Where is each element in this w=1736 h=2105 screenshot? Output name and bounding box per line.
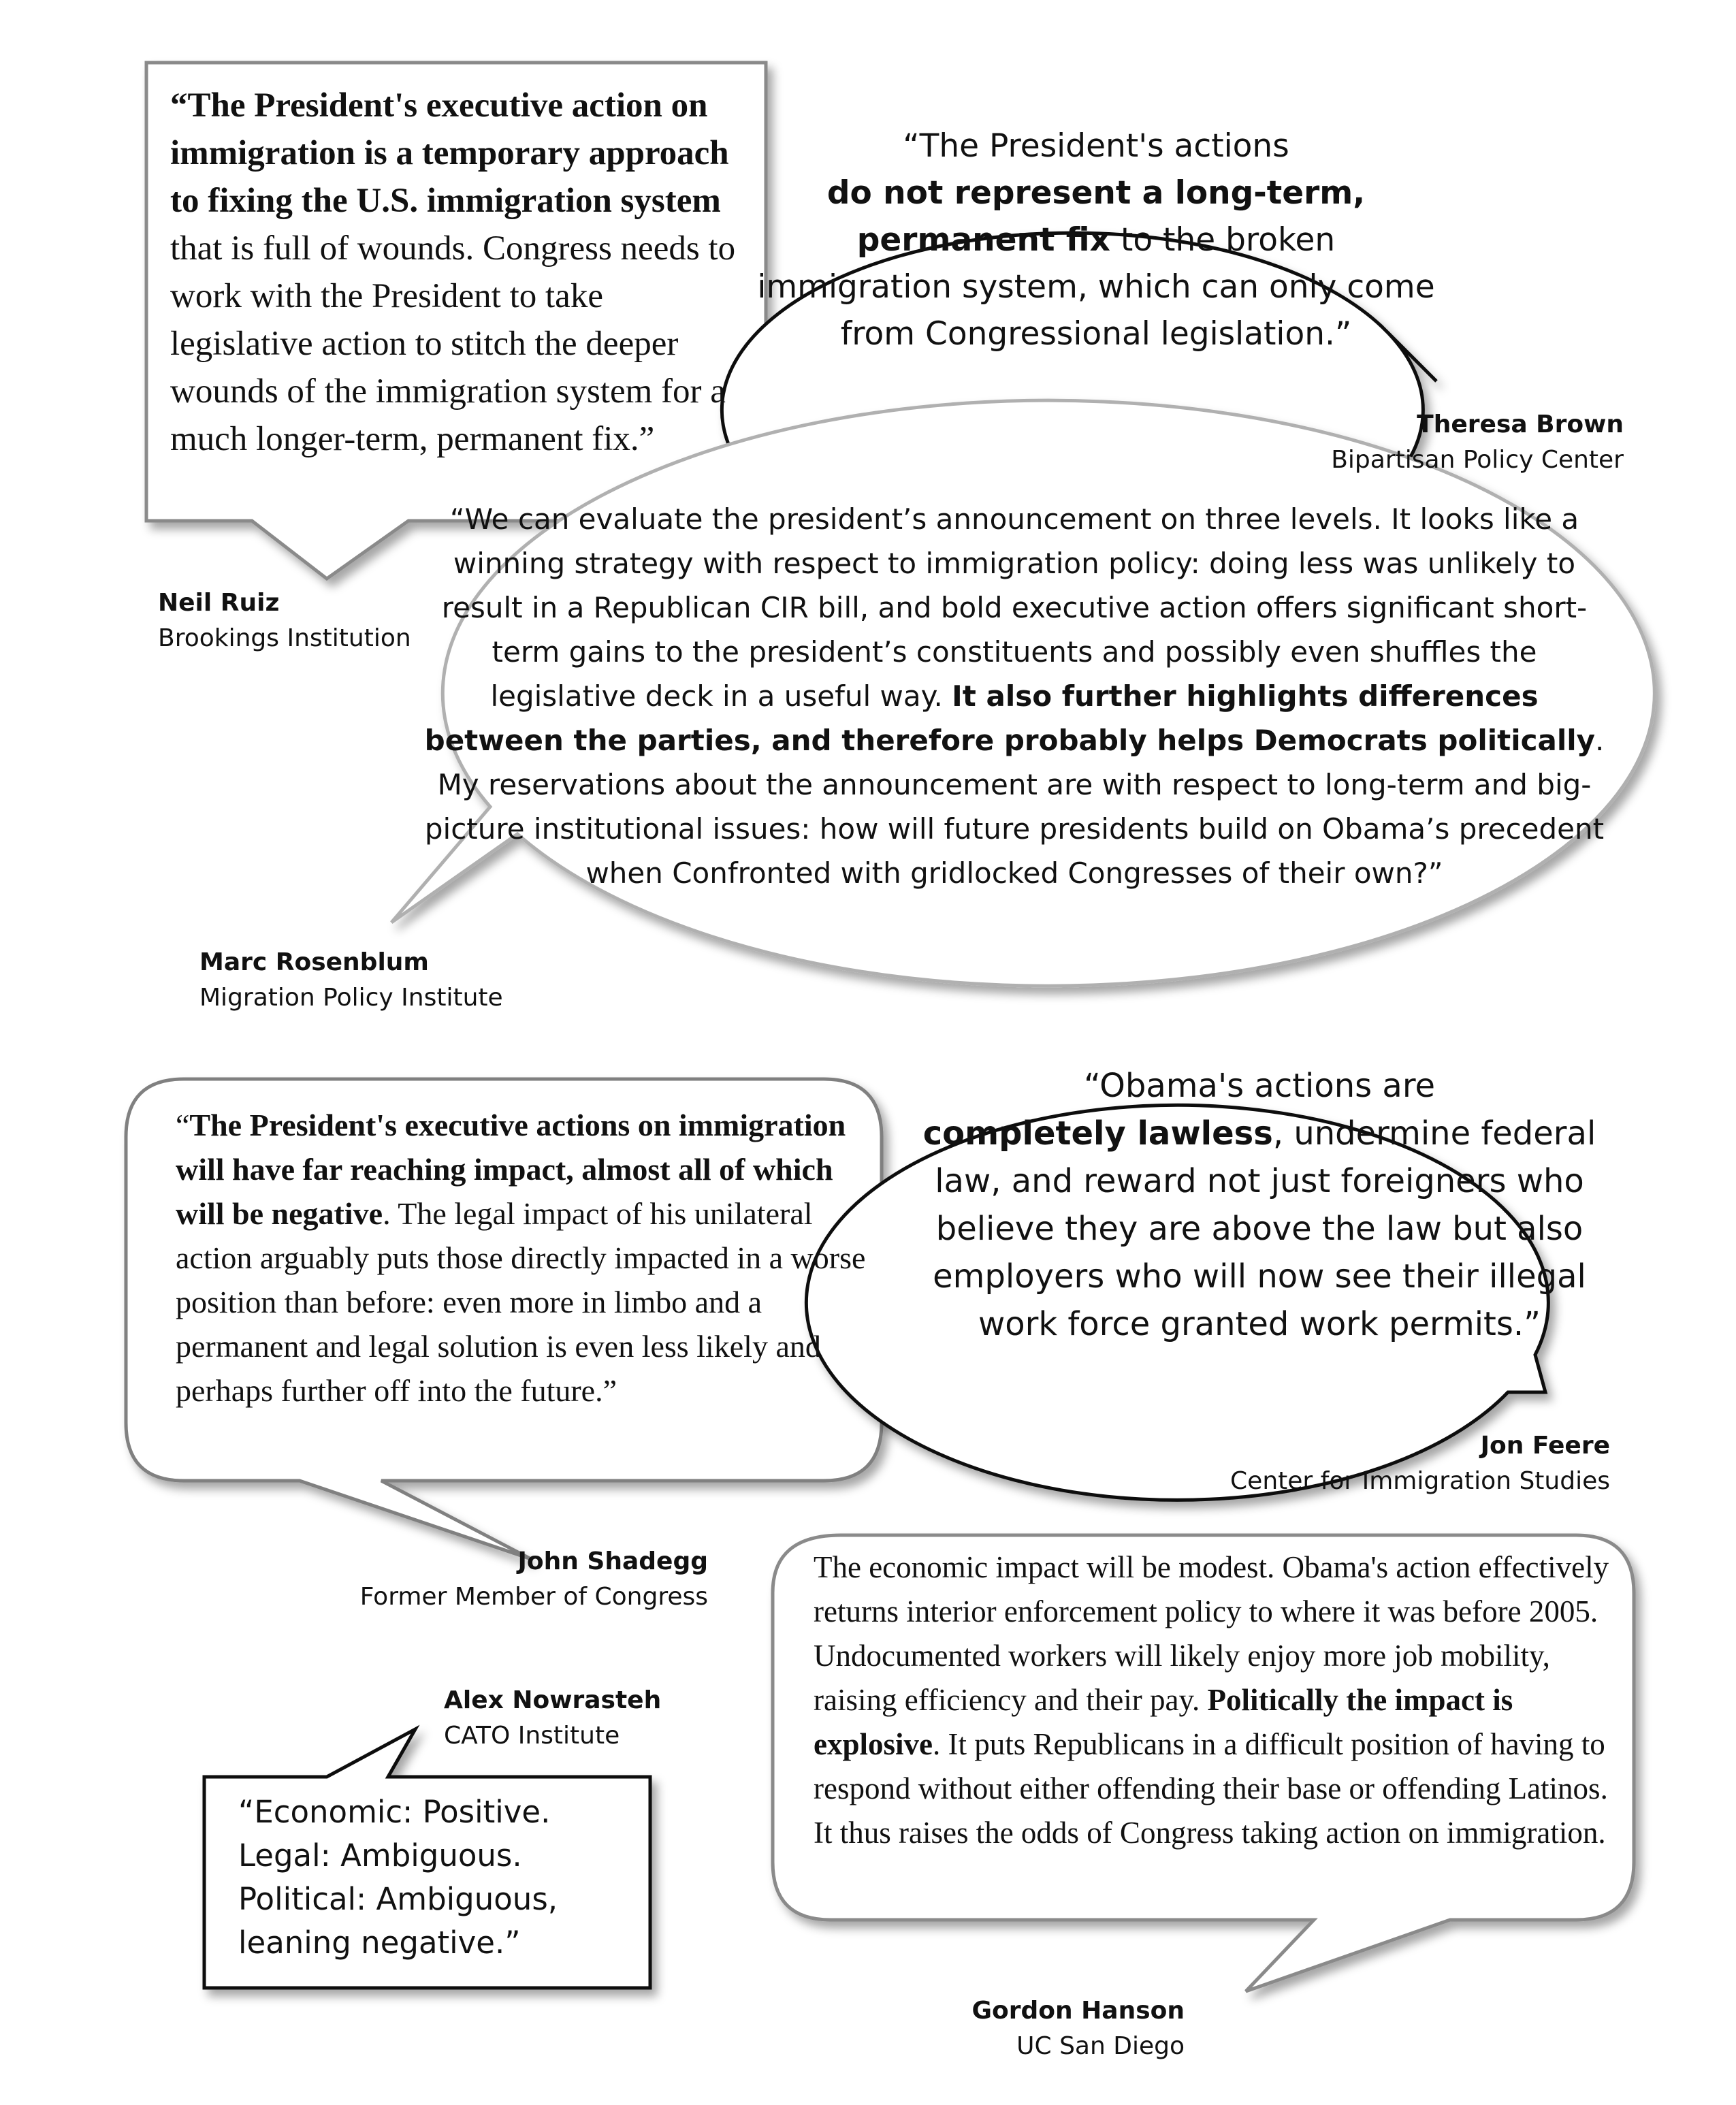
quote-brown-part3: to the broken immigration system, which can only come from Congressional legislation.” (757, 221, 1435, 353)
attribution-shadegg (340, 1544, 708, 1615)
quote-shadegg (176, 1103, 870, 1413)
author-name: Jon Feere (1480, 1432, 1610, 1460)
author-organization: Former Member of Congress (359, 1583, 708, 1611)
quote-nowrasteh: “Economic: Positive. Legal: Ambiguous. Political: Ambiguous, leaning negative.” (238, 1794, 558, 1961)
attribution-hanson (885, 1993, 1185, 2064)
author-name: Neil Ruiz (158, 589, 280, 617)
quote-ruiz-bold: “The President's executive action on immigration is a temporary approach to fixing the U.S. immigration system (170, 86, 729, 220)
quote-brown-bold: do not represent a long-term, permanent fix (826, 174, 1366, 259)
quote-feere (899, 1062, 1620, 1348)
attribution-ruiz (158, 585, 411, 656)
quote-rosenblum-bold: It also further highlights differences between the parties, and therefore probably helps Democrats politically (424, 679, 1595, 757)
author-name: Theresa Brown (1417, 411, 1624, 438)
quote-rosenblum (422, 497, 1607, 895)
quote-ruiz-rest: that is full of wounds. Congress needs to work with the President to take legislative action to stitch the deeper wounds of the immigration system for a much longer-term, permanent fix.” (170, 229, 736, 458)
quote-hanson-part1: The economic impact will be modest. Obama's action effectively returns interior enforcement policy to where it was before 2005. Undocumented workers will likely enjoy more job mobility, raising efficiency and their pay. (814, 1550, 1609, 1717)
attribution-rosenblum (199, 945, 503, 1016)
quote-feere-part3: , undermine federal law, and reward not just foreigners who believe they are above the law but also employers who will now see their illegal work force granted work permits.” (933, 1114, 1596, 1343)
quote-rosenblum-part3: . My reservations about the announcement are with respect to long-term and big-picture institutional issues: how will future presidents build on Obama’s precedent when Confronted with gridlocked Congresses of their own?” (424, 724, 1605, 890)
quote-hanson (814, 1545, 1610, 1855)
attribution-nowrasteh (444, 1683, 661, 1754)
quote-hanson-part3: . It puts Republicans in a difficult position of having to respond without either offending their base or offending Latinos. It thus raises the odds of Congress taking action on immigration. (814, 1727, 1608, 1850)
author-organization: CATO Institute (444, 1722, 620, 1750)
quote-feere-part1: “Obama's actions are (1083, 1067, 1436, 1105)
quote-ruiz (170, 82, 742, 463)
author-organization: Bipartisan Policy Center (1331, 446, 1624, 474)
quote-brown (756, 123, 1436, 357)
quote-feere-bold: completely lawless (922, 1114, 1273, 1153)
quote-shadegg-rest: . The legal impact of his unilateral action arguably puts those directly impacted in a worse position than before: even more in limbo and a permanent and legal solution is even less likely and perhaps further off into the future.” (176, 1196, 866, 1408)
author-name: Marc Rosenblum (199, 948, 429, 976)
quote-rosenblum-part1: “We can evaluate the president’s announcement on three levels. It looks like a winning strategy with respect to immigration policy: doing less was unlikely to result in a Republican CIR bill, and bold executive action offers significant short-term gains to the president’s constituents and possibly even shuffles the legislative deck in a useful way. (441, 502, 1588, 713)
quote-shadegg-bold: The President's executive actions on immigration will have far reaching impact, almost all of which will be negative (176, 1108, 846, 1231)
author-name: John Shadegg (517, 1547, 708, 1575)
author-name: Gordon Hanson (971, 1997, 1185, 2025)
author-organization: Center for Immigration Studies (1230, 1467, 1610, 1495)
quote-shadegg-open: “ (176, 1108, 190, 1142)
author-name: Alex Nowrasteh (444, 1686, 662, 1714)
attribution-feere (1157, 1428, 1610, 1499)
author-organization: Migration Policy Institute (199, 984, 503, 1012)
author-organization: Brookings Institution (158, 624, 411, 652)
quote-hanson-bold: Politically the impact is explosive (814, 1683, 1513, 1761)
attribution-brown (1157, 407, 1624, 478)
quote-brown-part1: “The President's actions (903, 127, 1289, 165)
author-organization: UC San Diego (1016, 2032, 1185, 2060)
